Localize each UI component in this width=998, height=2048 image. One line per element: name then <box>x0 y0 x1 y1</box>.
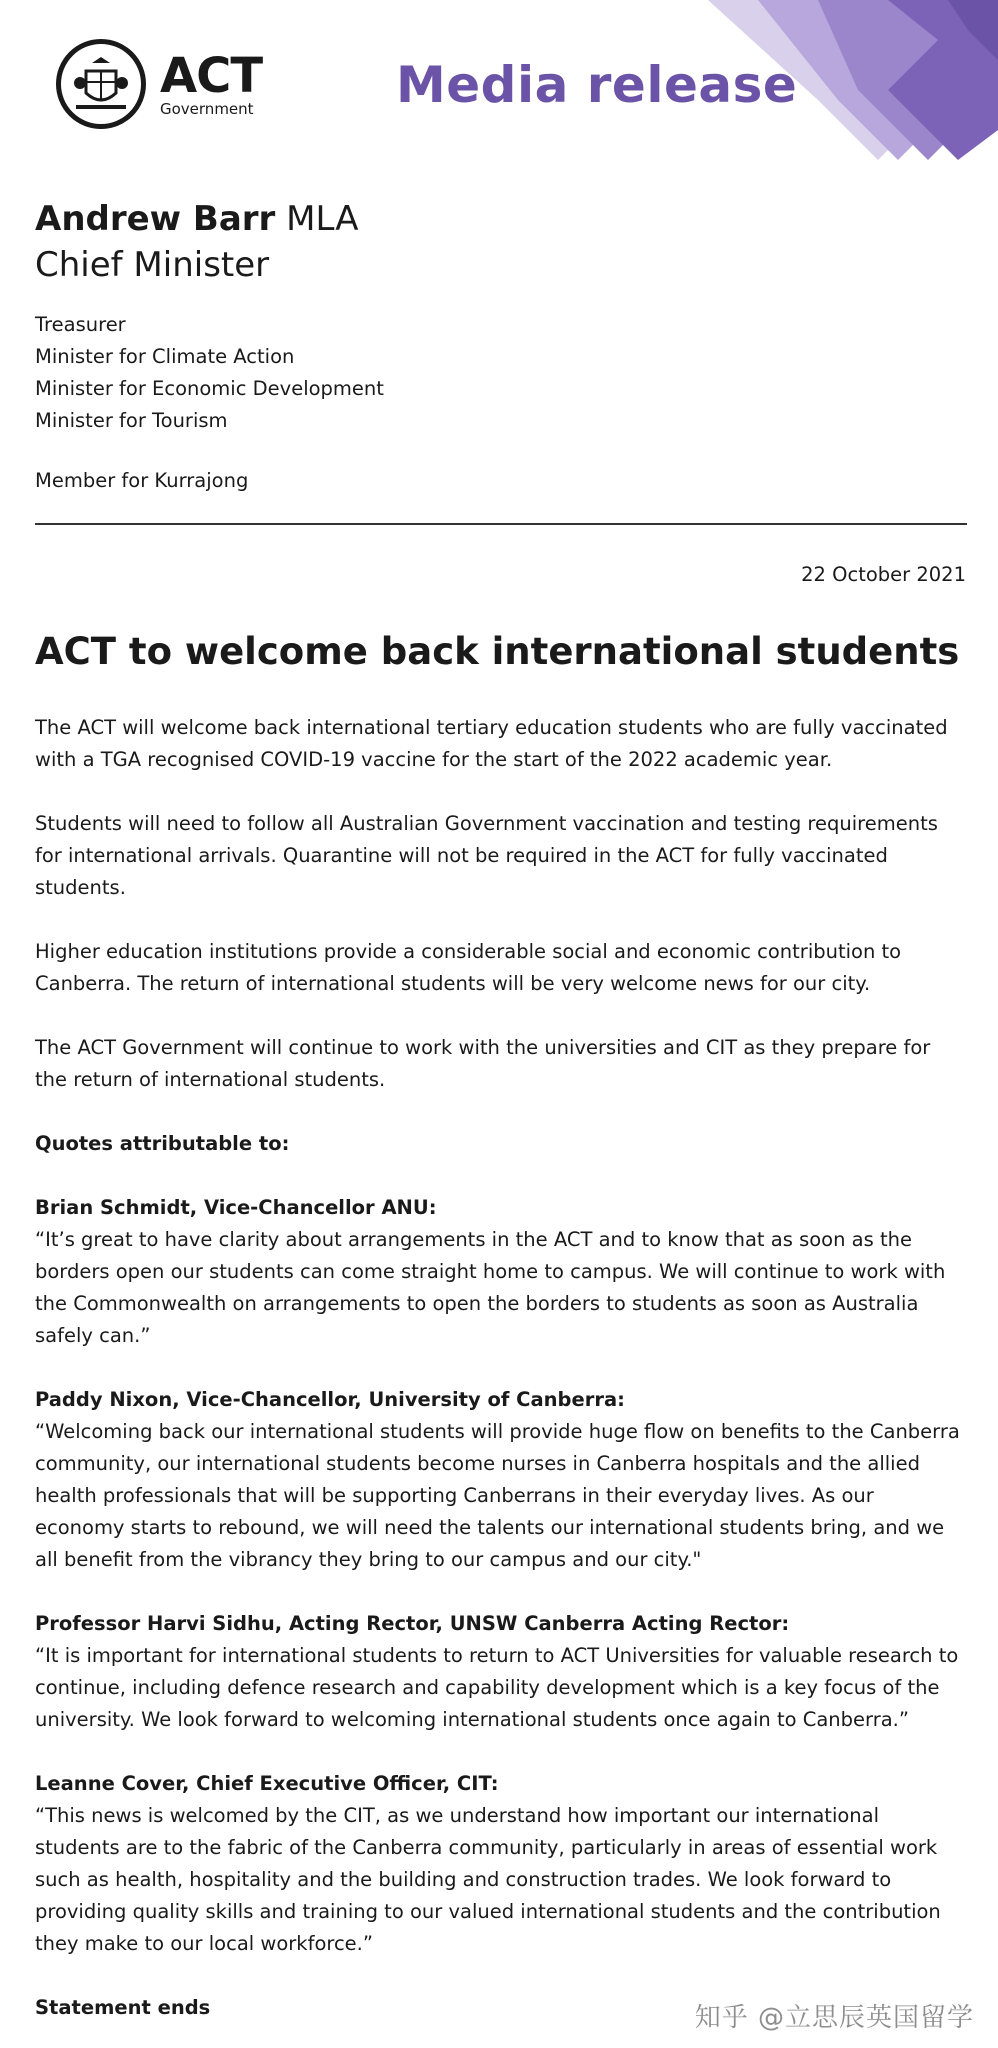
quote-text: “It’s great to have clarity about arrangements in the ACT and to know that as soon as the borders open our students can come straight home to campus. We will continue to work with the Commonwealth on arrangements to open the borders to students as soon as Australia safely can.” <box>35 1228 946 1347</box>
media-release-title: Media release <box>396 56 798 114</box>
minister-name: Andrew Barr <box>35 199 276 239</box>
portfolio-item: Minister for Climate Action <box>35 345 295 368</box>
quote-speaker: Professor Harvi Sidhu, Acting Rector, UNSW Canberra Acting Rector: <box>35 1612 790 1635</box>
quote-block <box>35 1192 967 1352</box>
portfolio-item: Treasurer <box>35 313 126 336</box>
logo-act-text: ACT <box>160 47 263 104</box>
quote-block <box>35 1768 967 1960</box>
quote-speaker: Paddy Nixon, Vice-Chancellor, University of Canberra: <box>35 1388 625 1411</box>
act-government-logo <box>56 34 262 134</box>
portfolio-item: Minister for Economic Development <box>35 377 384 400</box>
quote-text: “Welcoming back our international students will provide huge flow on benefits to the Canberra community, our international students become nurses in Canberra hospitals and the allied health professionals that will be supporting Canberrans in their everyday lives. As our economy starts to rebound, we will need the talents our international students bring, and we all benefit from the vibrancy they bring to our campus and our city." <box>35 1420 960 1571</box>
minister-title: Chief Minister <box>35 245 270 285</box>
body-paragraph: The ACT will welcome back international tertiary education students who are fully vaccinated with a TGA recognised COVID-19 vaccine for the start of the 2022 academic year. <box>35 716 948 771</box>
portfolio-item: Minister for Tourism <box>35 409 228 432</box>
decorative-ribbon <box>698 0 998 165</box>
body-paragraph: Higher education institutions provide a considerable social and economic contribution to Canberra. The return of international students will be very welcome news for our city. <box>35 940 902 995</box>
minister-block <box>35 196 358 288</box>
release-date: 22 October 2021 <box>801 563 966 586</box>
logo-government-text: Government <box>160 99 254 118</box>
quote-block <box>35 1608 967 1736</box>
headline: ACT to welcome back international students <box>35 630 960 673</box>
quote-text: “This news is welcomed by the CIT, as we understand how important our international students are to the fabric of the Canberra community, particularly in areas of essential work such as health, hospitality and the building and construction trades. We look forward to providing quality skills and training to our valued international students and the contribution they make to our local workforce.” <box>35 1804 941 1955</box>
divider <box>35 523 967 525</box>
statement-ends: Statement ends <box>35 1996 211 2019</box>
quote-text: “It is important for international students to return to ACT Universities for valuable research to continue, including defence research and capability development which is a key focus of the university. We look forward to welcoming international students once again to Canberra.” <box>35 1644 959 1731</box>
portfolio-list <box>35 309 384 437</box>
release-body <box>35 712 967 2024</box>
quote-speaker: Leanne Cover, Chief Executive Officer, CIT: <box>35 1772 499 1795</box>
member-for-electorate: Member for Kurrajong <box>35 469 249 492</box>
minister-suffix: MLA <box>286 199 359 239</box>
watermark: 知乎 @立思辰英国留学 <box>694 2003 974 2033</box>
body-paragraph: The ACT Government will continue to work with the universities and CIT as they prepare for the return of international students. <box>35 1036 931 1091</box>
quotes-heading: Quotes attributable to: <box>35 1132 290 1155</box>
coat-of-arms-icon <box>56 39 146 129</box>
quote-block <box>35 1384 967 1576</box>
body-paragraph: Students will need to follow all Australian Government vaccination and testing requirements for international arrivals. Quarantine will not be required in the ACT for fully vaccinated students. <box>35 812 938 899</box>
quote-speaker: Brian Schmidt, Vice-Chancellor ANU: <box>35 1196 437 1219</box>
